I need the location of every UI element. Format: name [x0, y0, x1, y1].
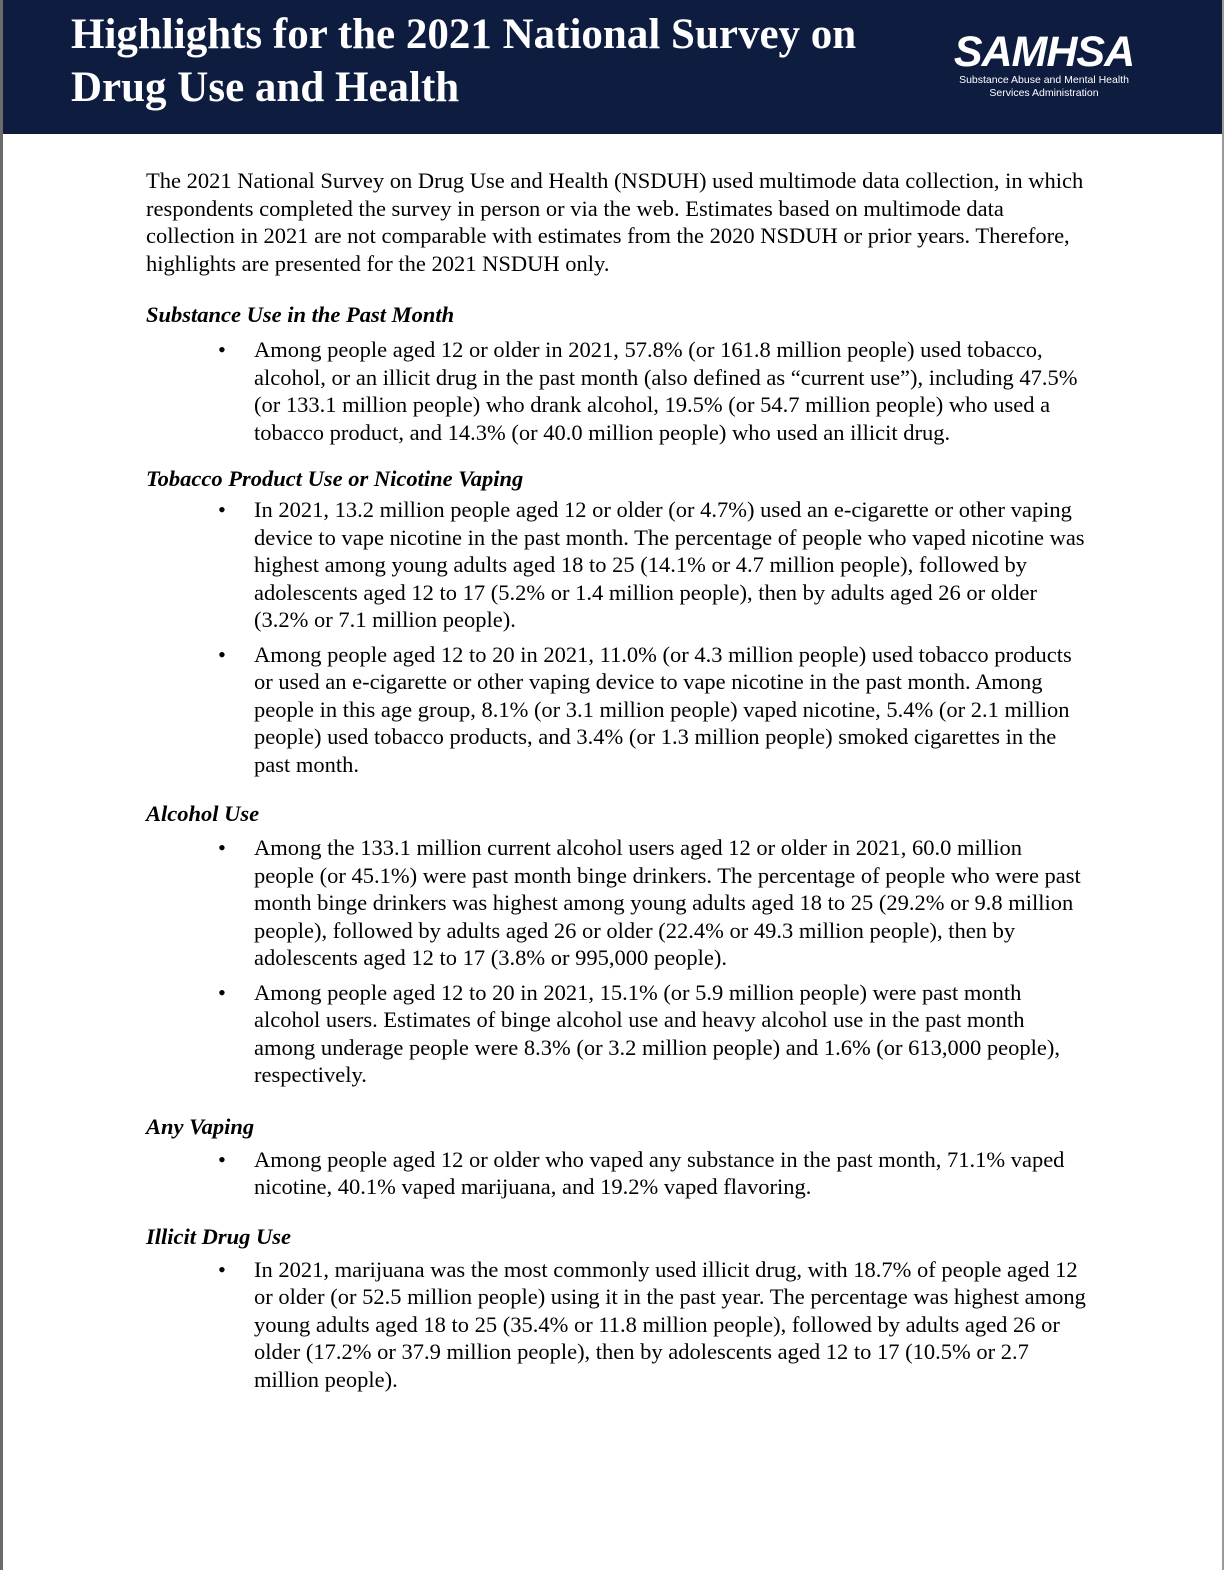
list-item: [146, 1146, 1086, 1201]
list-item: [146, 496, 1086, 634]
bullet-text: Among people aged 12 or older in 2021, 57.8% (or 161.8 million people) used tobacco, alcohol, or an illicit drug in the past month (also defined as “current use”), including 47.5% (or 133.1 million people) who drank alcohol, 19.5% (or 54.7 million people) who used a tobacco product, and 14.3% (or 40.0 million people) who used an illicit drug.: [254, 337, 1078, 445]
section-illicit-drug-use: [146, 1223, 1086, 1394]
samhsa-logo: [949, 30, 1139, 100]
intro-paragraph: The 2021 National Survey on Drug Use and Health (NSDUH) used multimode data collection, in which respondents completed the survey in person or via the web. Estimates based on multimode data collection in 2021 are not comparable with estimates from the 2020 NSDUH or prior years. Therefore, highlights are presented for the 2021 NSDUH only.: [146, 168, 1084, 276]
list-item: [146, 641, 1086, 779]
page-left-border: [0, 0, 3, 1570]
bullet-text: Among people aged 12 to 20 in 2021, 15.1% (or 5.9 million people) were past month alcohol users. Estimates of binge alcohol use and heavy alcohol use in the past month among underage people were 8.3% (or 3.2 million people) and 1.6% (or 613,000 people), respectively.: [254, 979, 1061, 1087]
bullet-icon: •: [218, 337, 226, 362]
title-line-2: Drug Use and Health: [71, 64, 460, 111]
list-item: [146, 336, 1086, 446]
bullet-list: [146, 496, 1086, 778]
bullet-text: In 2021, 13.2 million people aged 12 or older (or 4.7%) used an e-cigarette or other vaping device to vape nicotine in the past month. The percentage of people who vaped nicotine was highest among young adults aged 18 to 25 (14.1% or 4.7 million people), followed by adolescents aged 12 to 17 (5.2% or 1.4 million people), then by adults aged 26 or older (3.2% or 7.1 million people).: [254, 497, 1085, 632]
bullet-icon: •: [218, 641, 226, 667]
logo-wordmark: SAMHSA: [953, 28, 1135, 76]
section-heading: Alcohol Use: [146, 801, 260, 826]
section-heading: Any Vaping: [146, 1113, 255, 1139]
list-item: [146, 979, 1086, 1089]
bullet-list: [146, 336, 1086, 446]
bullet-text: In 2021, marijuana was the most commonly used illicit drug, with 18.7% of people aged 12 or older (or 52.5 million people) using it in the past year. The percentage was highest among young adults aged 18 to 25 (35.4% or 11.8 million people), followed by adults aged 26 or older (17.2% or 37.9 million people), then by adolescents aged 12 to 17 (10.5% or 2.7 million people).: [254, 1256, 1086, 1392]
bullet-text: Among people aged 12 to 20 in 2021, 11.0% (or 4.3 million people) used tobacco products or used an e-cigarette or other vaping device to vape nicotine in the past month. Among people in this age group, 8.1% (or 3.1 million people) vaped nicotine, 5.4% (or 2.1 million people) used tobacco products, and 3.4% (or 1.3 million people) smoked cigarettes in the past month.: [254, 641, 1072, 777]
bullet-icon: •: [218, 1146, 226, 1172]
section-heading: Illicit Drug Use: [146, 1223, 292, 1249]
section-any-vaping: [146, 1113, 1086, 1201]
section-substance-use: [146, 301, 1086, 446]
bullet-list: [146, 834, 1086, 1089]
bullet-text: Among people aged 12 or older who vaped any substance in the past month, 71.1% vaped nicotine, 40.1% vaped marijuana, and 19.2% vaped flavoring.: [254, 1146, 1065, 1199]
bullet-text: Among the 133.1 million current alcohol users aged 12 or older in 2021, 60.0 million people (or 45.1%) were past month binge drinkers. The percentage of people who were past month binge drinkers was highest among young adults aged 18 to 25 (29.2% or 9.8 million people), followed by adults aged 26 or older (22.4% or 49.3 million people), then by adolescents aged 12 to 17 (3.8% or 995,000 people).: [254, 835, 1081, 970]
logo-subtitle-line-1: Substance Abuse and Mental Health: [959, 74, 1129, 86]
list-item: [146, 1256, 1086, 1394]
bullet-icon: •: [218, 1256, 226, 1282]
bullet-list: [146, 1146, 1086, 1201]
section-alcohol-use: [146, 800, 1086, 1089]
bullet-icon: •: [218, 979, 226, 1005]
bullet-icon: •: [218, 497, 226, 522]
section-heading: Substance Use in the Past Month: [146, 302, 455, 327]
document-body: [146, 167, 1086, 1393]
bullet-list: [146, 1256, 1086, 1394]
title-line-1: Highlights for the 2021 National Survey on: [71, 11, 857, 58]
header-banner: [3, 0, 1222, 134]
section-heading: Tobacco Product Use or Nicotine Vaping: [146, 466, 524, 491]
section-tobacco-vaping: [146, 465, 1086, 778]
bullet-icon: •: [218, 835, 226, 860]
document-title: [71, 8, 931, 114]
logo-subtitle-line-2: Services Administration: [989, 87, 1099, 99]
list-item: [146, 834, 1086, 972]
